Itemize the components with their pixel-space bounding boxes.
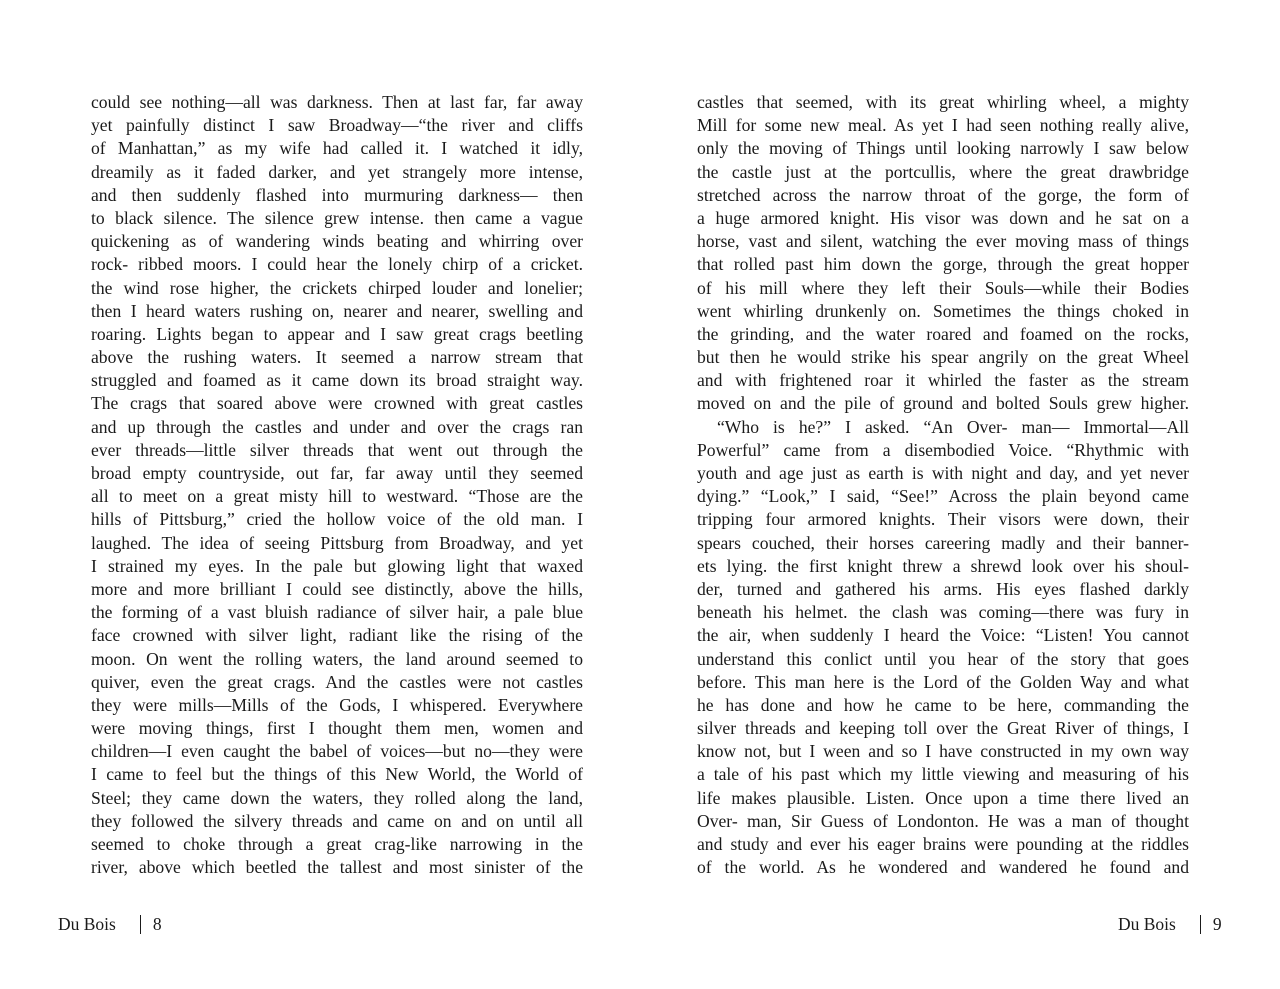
text-line: only the moving of Things until looking narrowly I saw below [697,138,1189,159]
text-line: a huge armored knight. His visor was down and he sat on a [697,207,1189,228]
text-line: rock- ribbed moors. I could hear the lonely chirp of a cricket. [91,254,583,275]
text-line: to black silence. The silence grew intense. then came a vague [91,207,583,228]
text-line: broad empty countryside, out far, far away until they seemed [91,463,583,483]
text-line: dying.” “Look,” I said, “See!” Across the plain beyond came [697,486,1189,507]
right-page [640,0,1280,989]
text-line: Mill for some new meal. As yet I had seen nothing really alive, [697,115,1189,136]
text-line: Over- man, Sir Guess of Londonton. He was a man of thought [697,810,1189,831]
text-line: and with frightened roar it whirled the faster as the stream [697,370,1189,391]
text-line: above the rushing waters. It seemed a narrow stream that [91,347,583,368]
text-line: river, above which beetled the tallest and most sinister of the [91,857,583,878]
left-page-body [91,91,583,879]
right-page-body [697,91,1189,879]
text-line: yet painfully distinct I saw Broadway—“the river and cliffs [91,115,583,136]
page-number: 9 [1212,914,1222,934]
footer-separator [1200,915,1201,934]
text-line: understand this conlict until you hear of the story that goes [697,648,1189,669]
text-line: before. This man here is the Lord of the Golden Way and what [697,671,1189,692]
text-line: life makes plausible. Listen. Once upon a time there lived an [697,787,1189,808]
text-line: were moving things, first I thought them men, women and [91,718,583,739]
text-line: know not, but I ween and so I have constructed in my own way [697,741,1189,762]
text-line: der, turned and gathered his arms. His eyes flashed darkly [697,578,1189,599]
text-line: the grinding, and the water roared and foamed on the rocks, [697,323,1189,344]
text-line: a tale of his past which my little viewing and measuring of his [697,764,1189,785]
text-line: the air, when suddenly I heard the Voice: “Listen! You cannot [697,625,1189,646]
text-line: seemed to choke through a great crag-like narrowing in the [91,834,583,854]
text-line: The crags that soared above were crowned with great castles [91,393,583,414]
page-number: 8 [152,914,162,934]
text-line: beneath his helmet. the clash was coming—there was fury in [697,602,1189,623]
text-line: he has done and how he came to be here, commanding the [697,694,1189,715]
text-line: horse, vast and silent, watching the ever moving mass of things [697,231,1189,252]
text-line: I came to feel but the things of this New World, the World of [91,764,583,785]
text-line: of the world. As he wondered and wandered he found and [697,857,1189,878]
running-footer-author: Du Bois [58,914,116,934]
text-line: ever threads—little silver threads that went out through the [91,439,583,460]
text-line: hills of Pittsburg,” cried the hollow voice of the old man. I [91,509,583,530]
text-line: quiver, even the great crags. And the castles were not castles [91,671,583,692]
text-line: the wind rose higher, the crickets chirped louder and lonelier; [91,277,583,298]
text-line: of his mill where they left their Souls—while their Bodies [697,277,1189,298]
left-page-footer [58,912,162,936]
text-line: could see nothing—all was darkness. Then at last far, far away [91,92,583,112]
text-line: moved on and the pile of ground and bolted Souls grew higher. [697,393,1189,414]
text-line: then I heard waters rushing on, nearer and nearer, swelling and [91,300,583,321]
text-line: dreamily as it faded darker, and yet strangely more intense, [91,161,583,182]
text-line: of Manhattan,” as my wife had called it. I watched it idly, [91,138,583,159]
text-line: that rolled past him down the gorge, through the great hopper [697,254,1189,275]
text-line: quickening as of wandering winds beating and whirring over [91,231,583,252]
text-line: ets lying. the first knight threw a shrewd look over his shoul- [697,555,1189,576]
text-line: the castle just at the portcullis, where the great drawbridge [697,161,1189,182]
text-line: and study and ever his eager brains were pounding at the riddles [697,834,1189,854]
text-line: and up through the castles and under and over the crags ran [91,416,583,437]
text-line: “Who is he?” I asked. “An Over- man— Immortal—All [717,416,1189,437]
text-line: face crowned with silver light, radiant like the rising of the [91,625,583,646]
text-line: more and more brilliant I could see distinctly, above the hills, [91,578,583,599]
text-line: the forming of a vast bluish radiance of silver hair, a pale blue [91,602,583,623]
text-line: stretched across the narrow throat of the gorge, the form of [697,184,1189,205]
text-line: Powerful” came from a disembodied Voice. “Rhythmic with [697,439,1189,460]
text-line: youth and age just as earth is with night and day, and yet never [697,463,1189,483]
text-line: but then he would strike his spear angrily on the great Wheel [697,347,1189,368]
right-page-footer [1118,912,1222,936]
text-line: spears couched, their horses careering madly and their banner- [697,532,1189,553]
text-line: and then suddenly flashed into murmuring darkness— then [91,184,583,205]
text-line: silver threads and keeping toll over the Great River of things, I [697,718,1189,739]
text-line: all to meet on a great misty hill to westward. “Those are the [91,486,583,507]
text-line: struggled and foamed as it came down its broad straight way. [91,370,583,391]
text-line: went whirling drunkenly on. Sometimes the things choked in [697,300,1189,321]
text-line: they were mills—Mills of the Gods, I whispered. Everywhere [91,694,583,715]
text-line: roaring. Lights began to appear and I saw great crags beetling [91,323,583,344]
footer-separator [140,915,141,934]
text-line: Steel; they came down the waters, they rolled along the land, [91,787,583,808]
running-footer-author: Du Bois [1118,914,1176,934]
text-line: tripping four armored knights. Their visors were down, their [697,509,1189,530]
text-line: castles that seemed, with its great whirling wheel, a mighty [697,92,1189,112]
text-line: they followed the silvery threads and came on and on until all [91,810,583,831]
text-line: I strained my eyes. In the pale but glowing light that waxed [91,555,583,576]
text-line: children—I even caught the babel of voices—but no—they were [91,741,583,762]
text-line: moon. On went the rolling waters, the land around seemed to [91,648,583,669]
text-line: laughed. The idea of seeing Pittsburg from Broadway, and yet [91,532,583,553]
